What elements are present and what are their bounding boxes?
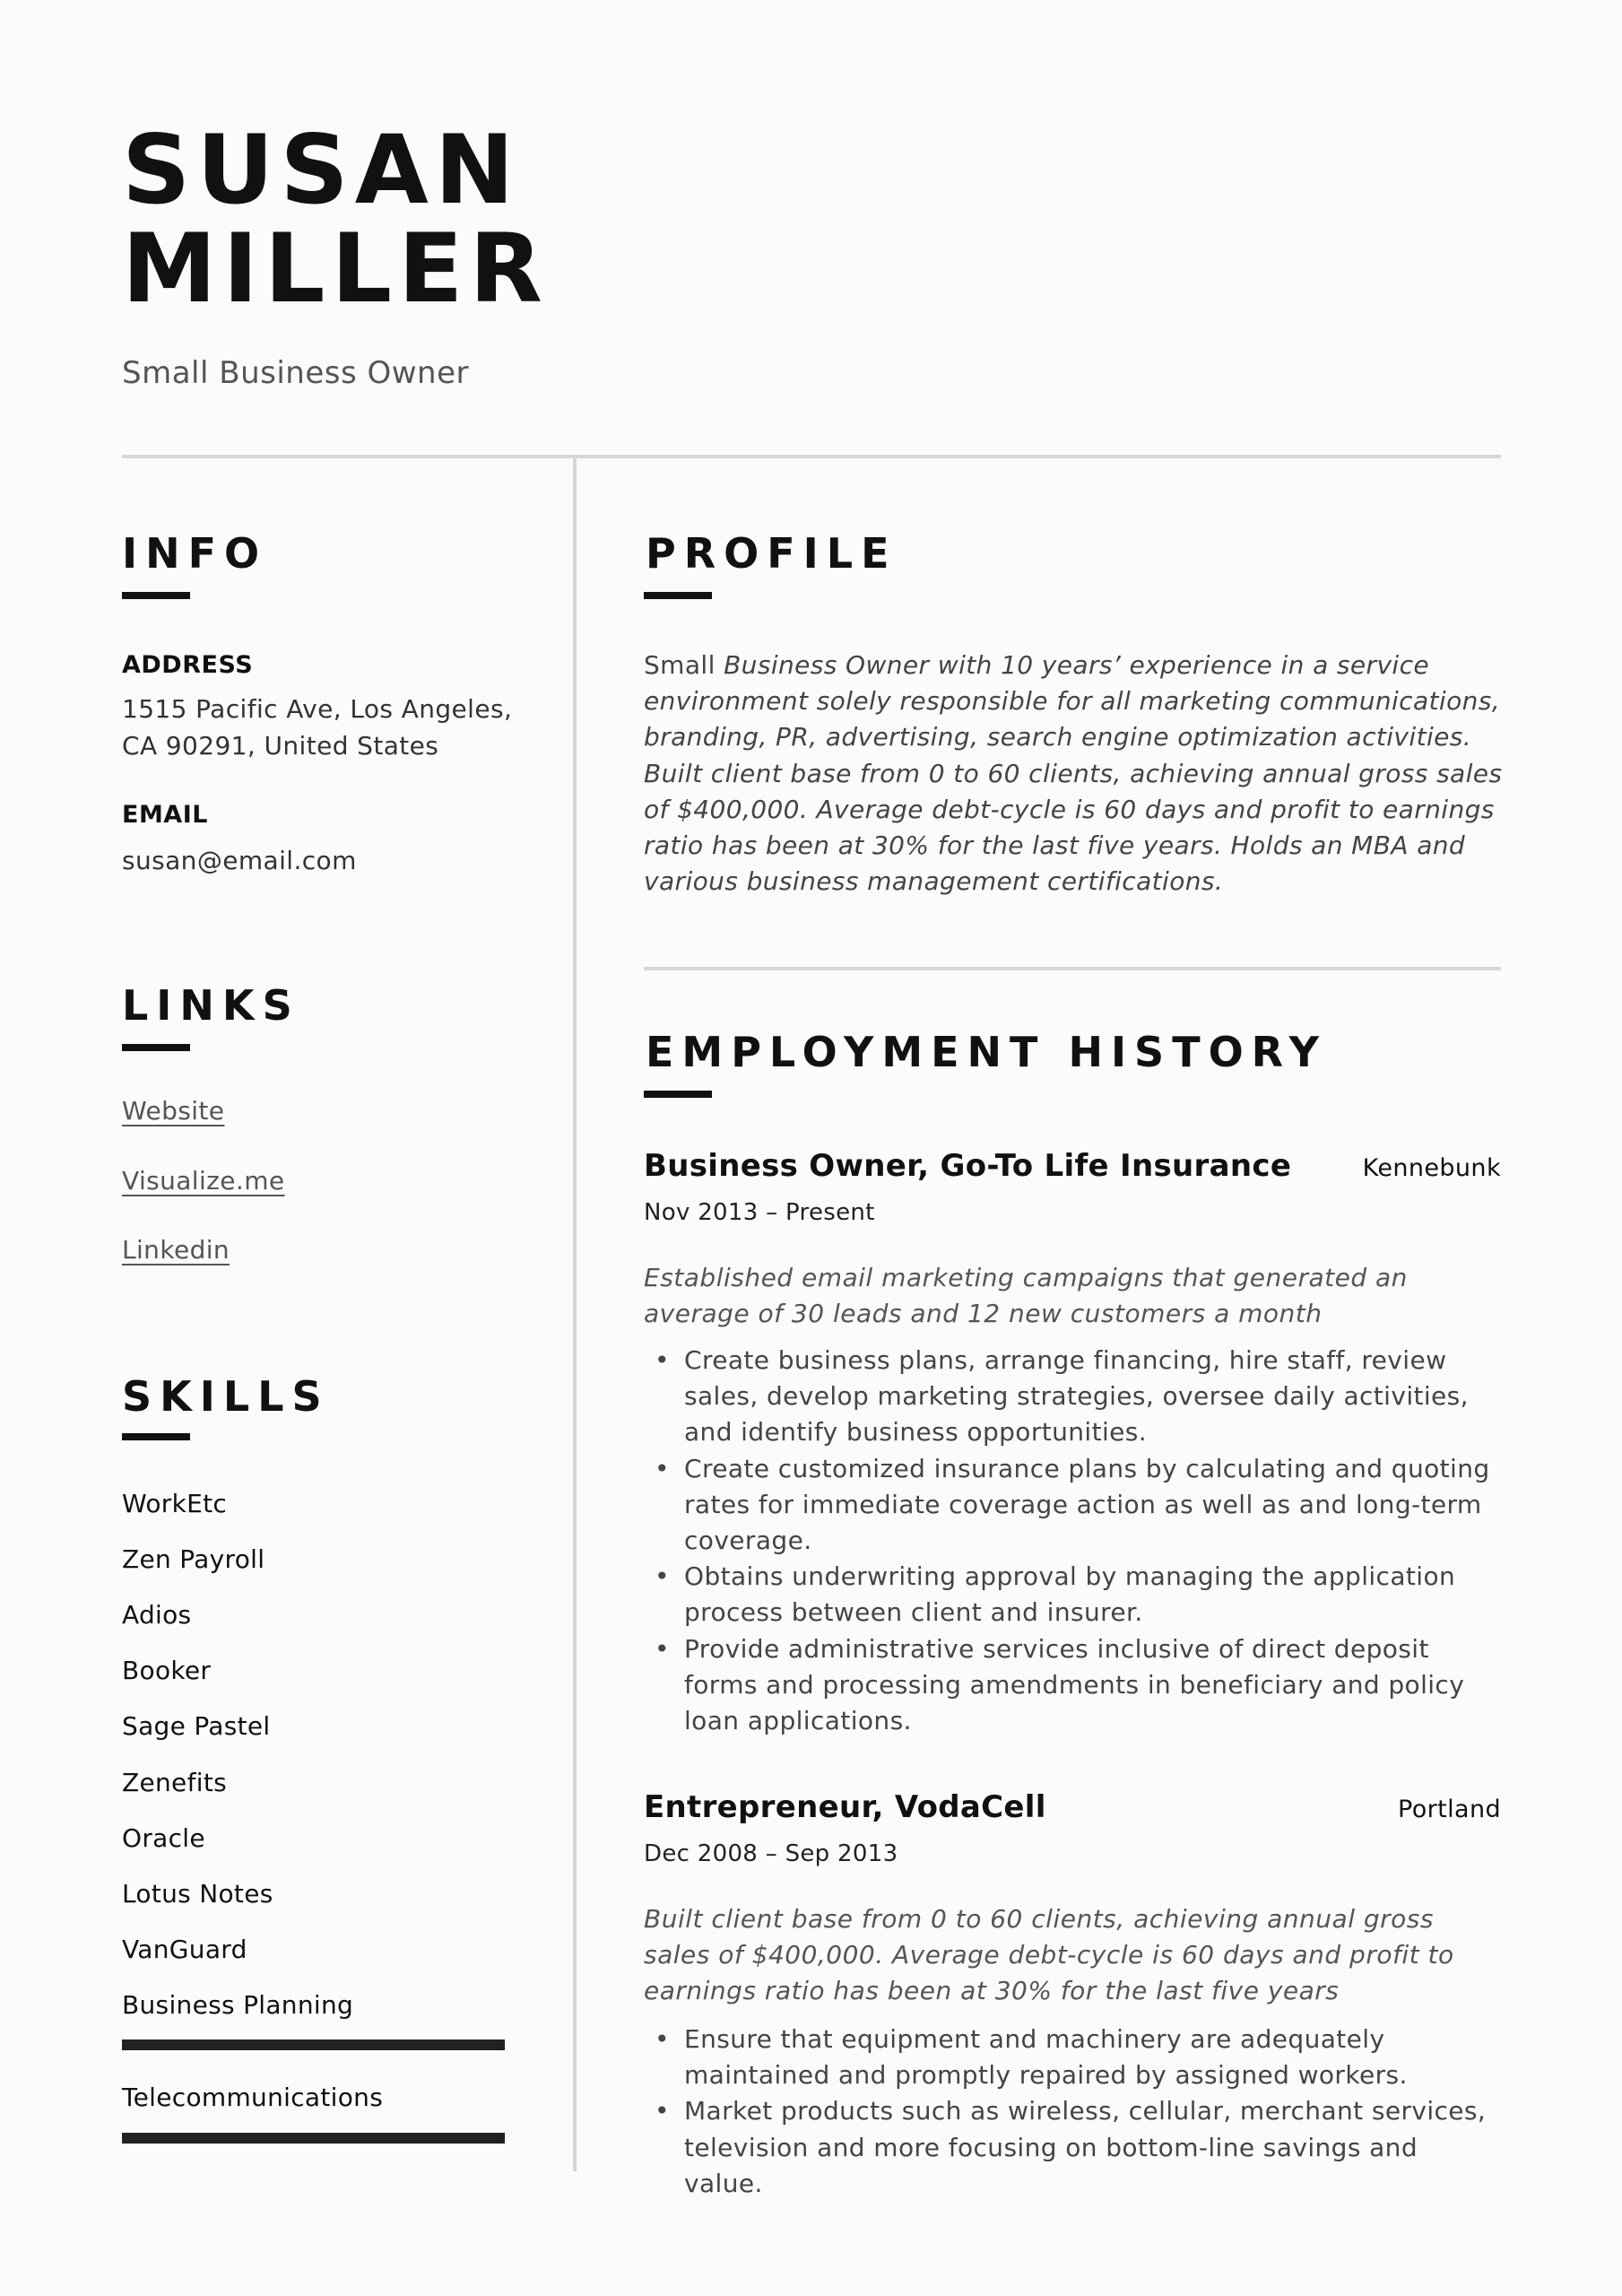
info-heading: INFO xyxy=(122,529,268,578)
skills-heading: SKILLS xyxy=(122,1372,330,1421)
skill-level-bar-telecommunications xyxy=(122,2133,505,2144)
address-line-2: CA 90291, United States xyxy=(122,731,439,761)
last-name: MILLER xyxy=(122,213,550,324)
skills-heading-underline xyxy=(122,1433,190,1440)
skill-item: Business Planning xyxy=(122,1990,354,2020)
candidate-name xyxy=(122,115,550,324)
job-header xyxy=(644,1789,1501,1825)
skill-item: VanGuard xyxy=(122,1935,247,1964)
job-role: Entrepreneur, VodaCell xyxy=(644,1789,1046,1825)
info-heading-underline xyxy=(122,592,190,599)
email-label: EMAIL xyxy=(122,801,208,829)
skill-item: Adios xyxy=(122,1600,192,1630)
skill-item: Booker xyxy=(122,1656,212,1685)
job-location: Portland xyxy=(1397,1796,1501,1823)
job-bullet: • Create business plans, arrange financing, hire staff, review sales, develop marketing strategies, oversee daily activities, and identify business opportunities. xyxy=(644,1343,1505,1451)
link-linkedin[interactable]: Linkedin xyxy=(122,1235,230,1265)
skill-item: Telecommunications xyxy=(122,2083,384,2112)
job-bullet: • Provide administrative services inclusive of direct deposit forms and processing amendments in beneficiary and policy loan applications. xyxy=(644,1631,1505,1740)
email-value: susan@email.com xyxy=(122,846,357,875)
header-divider xyxy=(122,455,1501,458)
job-bullet: • Market products such as wireless, cellular, merchant services, television and more focusing on bottom-line savings and value. xyxy=(644,2093,1505,2202)
skill-item: Lotus Notes xyxy=(122,1879,273,1909)
profile-body: Business Owner with 10 years’ experience in a service environment solely responsible for all marketing communications, branding, PR, advertising, search engine optimization activities. Built client base from 0 to 60 clients, achieving annual gross sales of $400,000. Average debt-cycle is 60 days and profit to earnings ratio has been at 30% for the last five years. Holds an MBA and various business management certifications. xyxy=(644,650,1503,897)
job-bullet: • Create customized insurance plans by calculating and quoting rates for immediate coverage action as well as and long-term coverage. xyxy=(644,1451,1505,1560)
job-dates: Dec 2008 – Sep 2013 xyxy=(644,1840,898,1867)
employment-heading: EMPLOYMENT HISTORY xyxy=(646,1028,1327,1076)
job-bullets xyxy=(644,1343,1505,1739)
skill-item: Oracle xyxy=(122,1823,205,1853)
job-bullet: • Ensure that equipment and machinery are adequately maintained and promptly repaired by assigned workers. xyxy=(644,2022,1505,2093)
job-dates: Nov 2013 – Present xyxy=(644,1199,875,1226)
job-location: Kennebunk xyxy=(1362,1154,1501,1182)
first-name: SUSAN xyxy=(122,115,521,225)
column-divider xyxy=(573,458,577,2171)
job-header xyxy=(644,1148,1501,1184)
skill-item: Sage Pastel xyxy=(122,1711,271,1741)
address-label: ADDRESS xyxy=(122,651,254,679)
job-bullet: • Obtains underwriting approval by managing the application process between client and insurer. xyxy=(644,1559,1505,1631)
skill-level-bar-business-planning xyxy=(122,2039,505,2050)
profile-divider xyxy=(644,967,1501,970)
link-visualize-me[interactable]: Visualize.me xyxy=(122,1166,285,1196)
skill-item: WorkEtc xyxy=(122,1489,228,1518)
job-role: Business Owner, Go-To Life Insurance xyxy=(644,1148,1292,1184)
profile-heading-underline xyxy=(644,592,712,599)
links-heading: LINKS xyxy=(122,981,300,1030)
address-value xyxy=(122,691,512,764)
profile-lead: Small xyxy=(644,650,724,680)
employment-heading-underline xyxy=(644,1091,712,1098)
profile-heading: PROFILE xyxy=(646,529,898,578)
job-bullets xyxy=(644,2022,1505,2202)
links-heading-underline xyxy=(122,1044,190,1051)
profile-summary xyxy=(644,648,1505,900)
job-title: Small Business Owner xyxy=(122,355,469,391)
job-summary: Built client base from 0 to 60 clients, achieving annual gross sales of $400,000. Average debt-cycle is 60 days and profit to earnings ratio has been at 30% for the last five years xyxy=(644,1904,1454,2006)
address-line-1: 1515 Pacific Ave, Los Angeles, xyxy=(122,694,513,724)
skill-item: Zenefits xyxy=(122,1768,227,1797)
skill-item: Zen Payroll xyxy=(122,1544,265,1574)
job-summary: Established email marketing campaigns that generated an average of 30 leads and 12 new customers a month xyxy=(644,1263,1408,1329)
link-website[interactable]: Website xyxy=(122,1096,225,1126)
